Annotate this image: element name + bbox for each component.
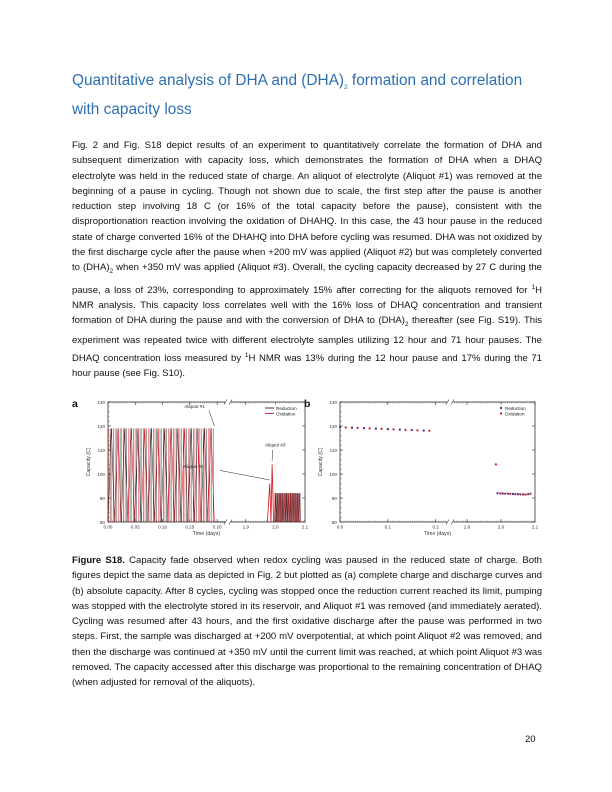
axis-break-gap	[225, 400, 231, 405]
data-point-oxidation	[504, 493, 506, 495]
x-tick-label: 0.15	[185, 524, 195, 530]
legend-swatch-oxidation	[500, 412, 502, 414]
x-tick-label: 2.0	[272, 524, 279, 530]
legend-label-oxidation: Oxidation	[505, 411, 525, 417]
data-point-reduction	[497, 492, 499, 494]
axis-break-gap	[225, 520, 231, 525]
y-tick-label: 90	[99, 496, 105, 501]
data-point-reduction	[411, 429, 413, 431]
data-point-oxidation	[392, 428, 394, 430]
body-paragraph: Fig. 2 and Fig. S18 depict results of an experiment to quantitatively correlate the formation of DHA and subsequent dimerization with capacity loss, which demonstrates the formation of DHA when a DHAQ electrolyte was held in the reduced state of charge. An aliquot of electrolyte (Aliquot #1) was removed at the beginning of a pause in cycling. Though not shown due to scale, the first step after the pause is another reduction step involving 18 C (or 16% of the total capacity before the pause), consistent with the disproportionation reaction involving the oxidation of DHAHQ. In this case, the 43 hour pause in the reduced state of charge converted 16% of the DHAHQ into DHA before cycling was resumed. DHA was not oxidized by the first discharge cycle after the pause when +200 mV was applied (Aliquot #2) but was completely converted to $(DHA)_2$ when +350 mV was applied (Aliquot #3). Overall, the cycling capacity decreased by 27 C during the pause, a loss of 23%, corresponding to approximately 15% after correcting for the aliquots removed for $^1$H NMR analysis. This capacity loss correlates well with the 16% loss of DHAQ concentration and transient formation of DHA during the pause and with the conversion of DHA to $(DHA)_2$ thereafter (see Fig. S19). This experiment was repeated twice with different electrolyte samples utilizing 12 hour and 71 hour pauses. The DHAQ concentration loss measured by $^1$H NMR was 13% during the 12 hour pause and 17% during the 71 hour pause (see Fig. S10).	[72, 140, 542, 380]
data-point-oxidation	[369, 427, 371, 429]
y-axis-label: Capacity (C)	[318, 447, 324, 477]
y-tick-label: 80	[331, 520, 337, 525]
panel-label-a: a	[72, 398, 78, 410]
data-point-reduction	[423, 430, 425, 432]
section-heading: Quantitative analysis of DHA and $(DHA)_2$ formation and correlation with capacity loss	[72, 72, 523, 119]
x-tick-label: 0.1	[384, 524, 392, 530]
legend-label-reduction: Reduction	[505, 405, 526, 411]
x-tick-label: 1.9	[242, 524, 249, 530]
x-tick-label: 2.1	[531, 524, 539, 530]
data-point-oxidation	[495, 463, 497, 465]
data-point-reduction	[502, 492, 504, 494]
y-tick-label: 130	[329, 400, 337, 405]
y-tick-label: 120	[329, 424, 337, 429]
data-point-oxidation	[381, 428, 383, 430]
x-tick-label: 0.00	[103, 524, 113, 530]
x-tick-label: 0.10	[158, 524, 168, 530]
x-tick-label: 1.9	[463, 524, 471, 530]
y-tick-label: 120	[97, 424, 105, 429]
y-axis-label: Capacity (C)	[86, 447, 92, 477]
data-point-reduction	[387, 428, 389, 430]
x-tick-label: 0.0	[336, 524, 344, 530]
x-axis-label: Time (days)	[423, 531, 452, 537]
data-point-oxidation	[524, 494, 526, 496]
data-point-reduction	[507, 493, 509, 495]
data-point-oxidation	[499, 492, 501, 494]
annotation-aliquot-2: Aliquot #2	[183, 464, 204, 469]
data-point-reduction	[517, 493, 519, 495]
data-point-oxidation	[509, 493, 511, 495]
page-number: 20	[525, 734, 536, 745]
x-tick-label: 0.2	[432, 524, 439, 530]
data-point-reduction	[527, 493, 529, 495]
data-point-reduction	[351, 427, 353, 429]
x-tick-label: 2.1	[301, 524, 309, 530]
x-axis-label: Time (days)	[192, 531, 221, 537]
data-point-reduction	[522, 493, 524, 495]
legend-swatch-reduction	[500, 407, 502, 409]
y-tick-label: 80	[99, 520, 105, 525]
data-point-reduction	[363, 427, 365, 429]
annotation-arrow	[220, 470, 270, 480]
x-tick-label: 2.0	[497, 524, 505, 530]
y-tick-label: 90	[331, 496, 337, 501]
y-tick-label: 110	[97, 448, 105, 453]
axis-break-gap	[447, 400, 453, 405]
data-point-reduction	[339, 426, 341, 428]
x-tick-label: 0.05	[130, 524, 140, 530]
legend-label-reduction: Reduction	[276, 405, 297, 411]
caption-text: Capacity fade observed when redox cycling was paused in the reduced state of charge. Both figures depict the same data as depicted in Fig. 2 but plotted as (a) complete charge and discharge curves and (b) absolute capacity. After 8 cycles, cycling was stopped once the reduction current reached its limit, pumping was stopped with the electrolyte stored in its reservoir, and Aliquot #1 was removed (and immediately aerated). Cycling was resumed after 43 hours, and the first oxidative discharge after the pause was performed in two steps. First, the sample was discharged at +200 mV overpotential, at which point Aliquot #2 was removed, and then the discharge was continued at +350 mV until the current limit was reached, at which point Aliquot #3 was removed. The capacity accessed after this discharge was proportional to the remaining concentration of DHAQ (when adjusted for removal of the aliquots).	[72, 555, 542, 689]
data-point-oxidation	[514, 493, 516, 495]
data-point-oxidation	[529, 493, 531, 495]
y-tick-label: 110	[329, 448, 337, 453]
annotation-aliquot-1: Aliquot #1	[184, 404, 205, 409]
y-tick-label: 100	[97, 472, 105, 477]
data-point-oxidation	[428, 430, 430, 432]
chart-a	[80, 396, 310, 546]
panel-label-b: b	[304, 398, 311, 410]
data-point-oxidation	[404, 429, 406, 431]
axis-break-gap	[447, 520, 453, 525]
annotation-aliquot-3: Aliquot #3	[265, 442, 286, 448]
data-point-reduction	[512, 493, 514, 495]
plot-frame	[340, 402, 535, 522]
data-point-oxidation	[519, 493, 521, 495]
aliquot3-curve	[271, 464, 274, 522]
aliquot2-curve	[267, 484, 271, 522]
chart-b	[312, 396, 542, 546]
data-point-oxidation	[357, 427, 359, 429]
caption-lead: Figure S18.	[72, 555, 125, 566]
legend-label-oxidation: Oxidation	[276, 411, 296, 417]
data-point-reduction	[399, 429, 401, 431]
y-tick-label: 100	[329, 472, 337, 477]
data-point-reduction	[375, 428, 377, 430]
x-tick-label: 0.20	[212, 524, 222, 530]
data-point-oxidation	[416, 429, 418, 431]
y-tick-label: 130	[97, 400, 105, 405]
figure-caption	[72, 553, 542, 691]
data-point-oxidation	[345, 426, 347, 428]
annotation-arrow	[209, 410, 214, 426]
